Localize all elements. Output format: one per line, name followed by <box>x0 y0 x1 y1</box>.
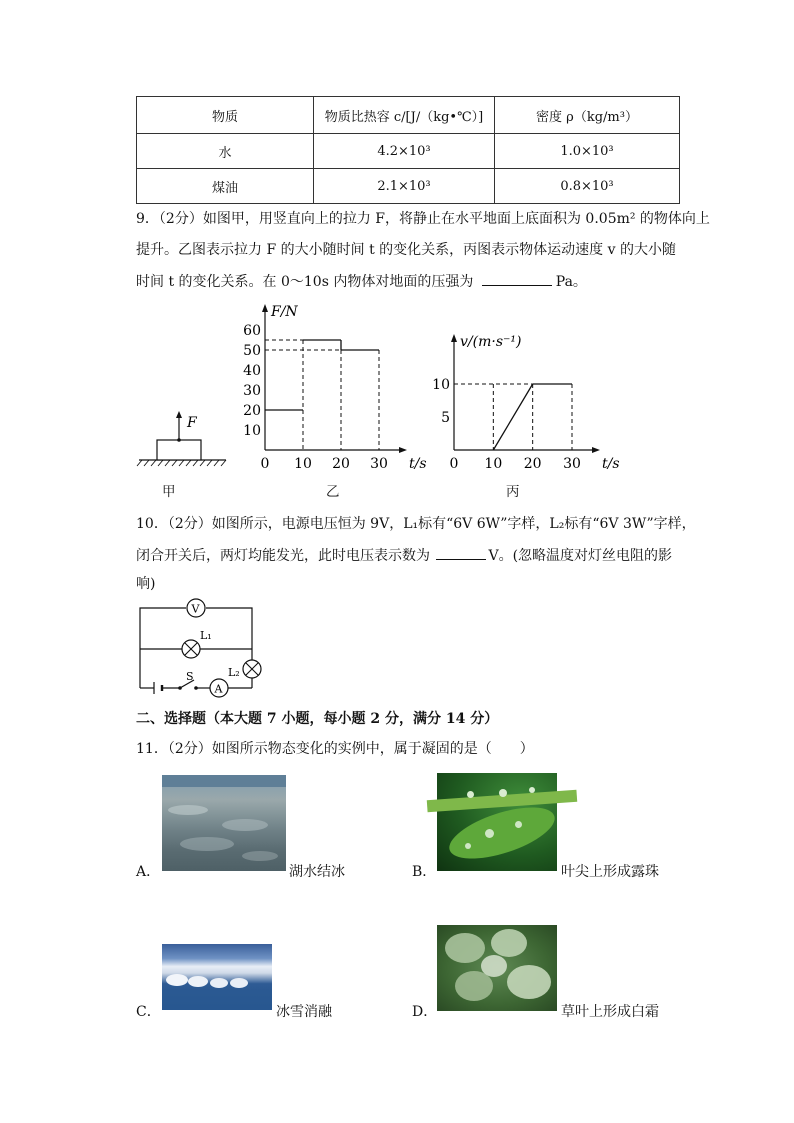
figure-jia <box>134 405 234 467</box>
wire <box>140 608 186 649</box>
table-cell: 2.1×10³ <box>314 169 495 204</box>
option-c-text: 冰雪消融 <box>276 1004 332 1020</box>
table-cell: 1.0×10³ <box>495 134 680 169</box>
caption-yi: 乙 <box>326 484 340 500</box>
option-b-letter[interactable]: B． <box>412 864 437 880</box>
frost-leaves-photo[interactable] <box>437 925 557 1011</box>
x-axis-arrow <box>592 447 600 453</box>
x-tick-label: 30 <box>563 456 581 472</box>
y-axis-label: v/(m·s⁻¹) <box>460 334 522 350</box>
x-tick-label: 20 <box>332 456 350 472</box>
section-title: 二、选择题（本大题 7 小题，每小题 2 分，满分 14 分） <box>136 711 499 727</box>
y-axis-label: F/N <box>271 304 298 320</box>
y-tick-label: 20 <box>243 403 261 419</box>
option-d-letter[interactable]: D． <box>412 1004 438 1020</box>
answer-blank <box>436 545 486 560</box>
option-a-letter[interactable]: A． <box>136 864 161 880</box>
switch-contact <box>194 686 198 690</box>
lamp-l2-label: L₂ <box>228 666 240 679</box>
option-c-letter[interactable]: C． <box>136 1004 161 1020</box>
x-axis-arrow <box>399 447 407 453</box>
block <box>157 440 201 460</box>
circuit-diagram <box>130 596 270 698</box>
force-point <box>177 438 181 442</box>
table-row <box>137 169 680 204</box>
y-axis-arrow <box>262 304 268 312</box>
q10-line-3: 响) <box>136 576 156 592</box>
y-tick-label: 10 <box>243 423 261 439</box>
ground-hatch <box>137 460 226 466</box>
chart-force-time <box>240 300 430 476</box>
voltmeter-label: V <box>191 602 200 616</box>
table-header-row <box>137 97 680 134</box>
chart-velocity-time <box>432 330 620 476</box>
q10-line-2-tail: V。(忽略温度对灯丝电阻的影 <box>488 548 673 564</box>
wire <box>206 608 252 649</box>
table-header-cell: 物质 <box>137 97 314 134</box>
x-tick-label: 0 <box>449 456 459 472</box>
y-tick-label: 40 <box>243 363 261 379</box>
x-axis-label: t/s <box>602 456 620 472</box>
q10-line-2-text: 闭合开关后，两灯均能发光，此时电压表示数为 <box>136 548 430 564</box>
option-d-text: 草叶上形成白霜 <box>561 1004 659 1020</box>
caption-jia: 甲 <box>162 484 176 500</box>
table-cell: 煤油 <box>137 169 314 204</box>
option-b-text: 叶尖上形成露珠 <box>561 864 659 880</box>
switch-label: S <box>186 670 194 683</box>
y-tick-label: 50 <box>243 343 261 359</box>
melting-snow-photo[interactable] <box>162 944 272 1010</box>
table-cell: 水 <box>137 134 314 169</box>
y-tick-label: 30 <box>243 383 261 399</box>
x-tick-label: 20 <box>523 456 542 472</box>
table-header-cell: 物质比热容 c/[J/（kg•℃）] <box>314 97 495 134</box>
x-axis-label: t/s <box>409 456 427 472</box>
answer-blank <box>482 271 552 286</box>
frozen-lake-photo[interactable] <box>162 775 286 871</box>
switch-pivot <box>178 686 182 690</box>
q9-line-3-text: 时间 t 的变化关系。在 0～10s 内物体对地面的压强为 <box>136 274 474 290</box>
x-tick-label: 0 <box>260 456 270 472</box>
properties-table <box>136 96 680 204</box>
table-header-cell: 密度 ρ（kg/m³） <box>495 97 680 134</box>
x-tick-label: 10 <box>294 456 312 472</box>
table-row <box>137 134 680 169</box>
q9-line-1: 9．（2分）如图甲，用竖直向上的拉力 F，将静止在水平地面上底面积为 0.05m² 的物体向上 <box>136 211 710 227</box>
q9-line-2: 提升。乙图表示拉力 F 的大小随时间 t 的变化关系，丙图表示物体运动速度 v 的大小随 <box>136 242 676 258</box>
q9-unit: Pa。 <box>555 274 587 290</box>
x-tick-label: 30 <box>370 456 388 472</box>
table-cell: 4.2×10³ <box>314 134 495 169</box>
y-axis-arrow <box>451 334 457 342</box>
q11-stem: 11．（2分）如图所示物态变化的实例中，属于凝固的是（ ） <box>136 741 534 757</box>
q9-line-3 <box>136 271 587 292</box>
force-arrowhead <box>176 411 182 418</box>
q10-line-1: 10．（2分）如图所示，电源电压恒为 9V，L₁标有“6V 6W”字样，L₂标有“6V 3W”字样， <box>136 516 696 532</box>
ammeter-label: A <box>214 682 223 696</box>
dew-leaf-photo[interactable] <box>437 773 557 871</box>
caption-bing: 丙 <box>506 484 520 500</box>
y-tick-label: 10 <box>432 377 450 393</box>
force-label: F <box>187 415 197 431</box>
x-tick-label: 10 <box>484 456 503 472</box>
option-a-text: 湖水结冰 <box>289 864 345 880</box>
y-tick-label: 5 <box>441 410 450 426</box>
q10-line-2 <box>136 545 672 566</box>
series-segment <box>493 384 532 450</box>
table-cell: 0.8×10³ <box>495 169 680 204</box>
lamp-l1-label: L₁ <box>200 629 212 642</box>
y-tick-label: 60 <box>243 323 261 339</box>
